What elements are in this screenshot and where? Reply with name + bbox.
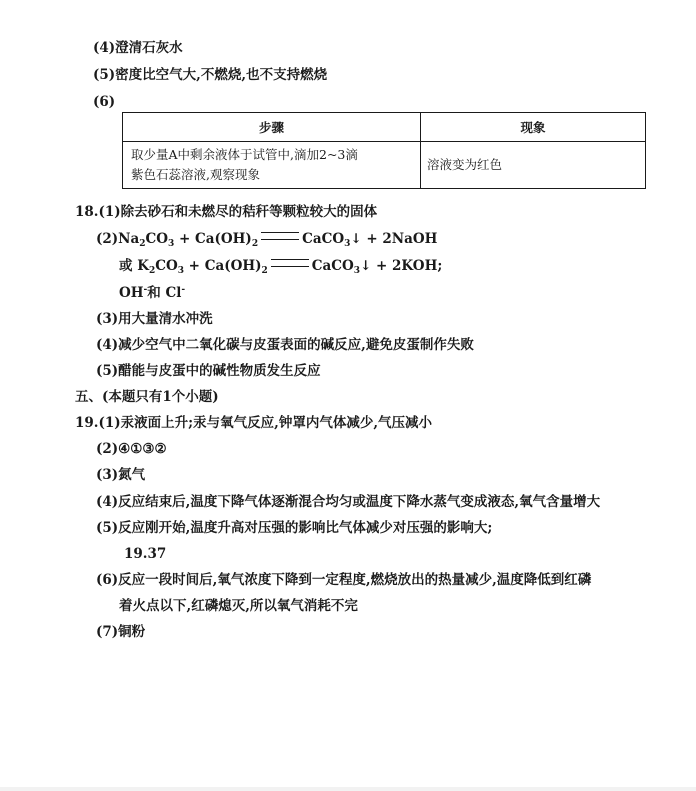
answer-19-7: (7)铜粉 — [96, 624, 146, 640]
answer-19-1: 19.(1)汞液面上升;汞与氧气反应,钟罩内气体减少,气压减小 — [75, 415, 433, 431]
answer-19-5-value: 19.37 — [124, 546, 167, 562]
answer-19-6-line-2: 着火点以下,红磷熄灭,所以氧气消耗不完 — [119, 598, 358, 614]
answer-18-4: (4)减少空气中二氧化碳与皮蛋表面的碱反应,避免皮蛋制作失败 — [96, 337, 474, 353]
page-bottom-edge — [0, 787, 696, 791]
answer-18-1: 18.(1)除去砂石和未燃尽的秸秆等颗粒较大的固体 — [75, 204, 378, 220]
table-header-step: 步骤 — [123, 113, 421, 142]
answer-19-3: (3)氮气 — [96, 467, 146, 483]
answer-18-2-label: (2) — [96, 231, 119, 247]
answer-17-4: (4)澄清石灰水 — [93, 40, 183, 56]
answer-17-5: (5)密度比空气大,不燃烧,也不支持燃烧 — [93, 67, 328, 83]
equation-2-prefix: 或 — [119, 258, 133, 274]
experiment-table — [122, 112, 646, 189]
equals-sign — [271, 259, 309, 267]
answer-18-2-equation-1: $(2)Na_2CO_3 + Ca(OH)_2$ CaCO$_3$↓ + 2NaOH — [96, 231, 438, 249]
equals-sign — [261, 232, 299, 240]
answer-18-3: (3)用大量清水冲洗 — [96, 311, 213, 327]
table-header-phenomenon: 现象 — [421, 113, 646, 142]
answer-19-2: (2)④①③② — [96, 441, 167, 457]
table-cell-phenomenon: 溶液变为红色 — [421, 142, 646, 189]
step-line-2: 紫色石蕊溶液,观察现象 — [131, 167, 260, 182]
answer-19-4: (4)反应结束后,温度下降气体逐渐混合均匀或温度下降水蒸气变成液态,氧气含量增大 — [96, 494, 601, 510]
answer-18-2-equation-2: 或 $K_2CO_3 + Ca(OH)_2$ CaCO$_3$↓ + 2KOH; — [119, 258, 443, 276]
table-cell-step — [123, 142, 421, 189]
step-line-1: 取少量A中剩余液体于试管中,滴加2~3滴 — [131, 147, 358, 162]
answer-18-5: (5)醋能与皮蛋中的碱性物质发生反应 — [96, 363, 321, 379]
answer-19-5: (5)反应刚开始,温度升高对压强的影响比气体减少对压强的影响大; — [96, 520, 493, 536]
answer-19-6-line-1: (6)反应一段时间后,氧气浓度下降到一定程度,燃烧放出的热量减少,温度降低到红磷 — [96, 572, 592, 588]
section-5-title: 五、(本题只有1个小题) — [75, 389, 219, 405]
answer-17-6-label: (6) — [93, 94, 116, 110]
answer-18-2-ions: OH-和 Cl- — [119, 285, 186, 301]
